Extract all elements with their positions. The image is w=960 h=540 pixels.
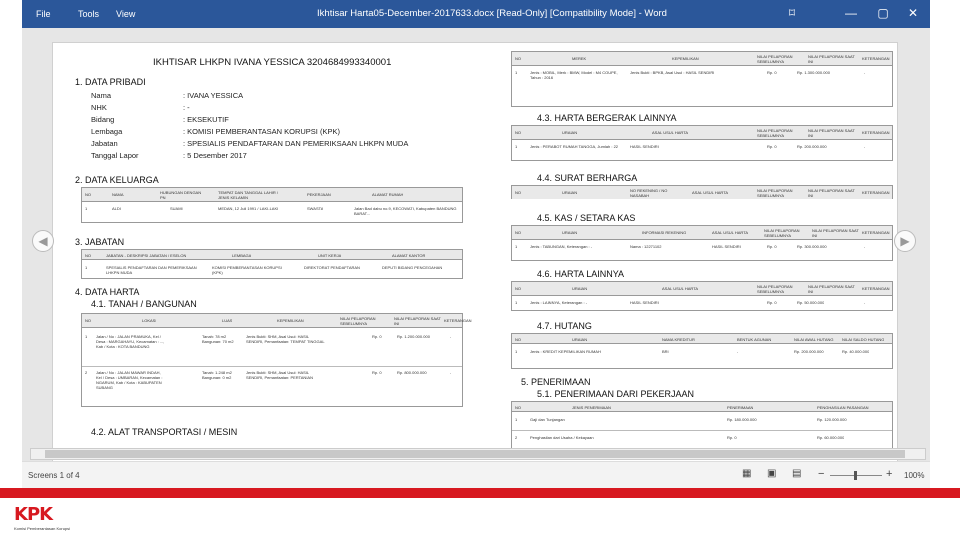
field-label: Bidang (91, 115, 115, 124)
table-cell: Rp. 0 (767, 70, 777, 75)
column-header: NO (515, 56, 521, 61)
table-cell: Jalan Bad dabu no.9, KECOWATI, Kabupaten BANDUNG BARAT... (354, 206, 457, 216)
field-label: Lembaga (91, 127, 123, 136)
column-header: INFORMASI REKENING (642, 230, 687, 235)
field-value: : KOMISI PEMBERANTASAN KORUPSI (KPK) (183, 127, 340, 136)
column-header: NILAI PELAPORAN SEBELUMNYA (757, 128, 793, 138)
table-cell: - (864, 144, 866, 149)
field-label: Jabatan (91, 139, 118, 148)
column-header: NO REKENING / NO NASABAH (630, 188, 668, 198)
column-header: MEREK (572, 56, 587, 61)
table-cell: 1 (85, 265, 88, 270)
logo-tagline: Komisi Pemberantasan Korupsi (14, 526, 71, 531)
column-header: JENIS PENERIMAAN (572, 405, 611, 410)
column-header: NO (515, 130, 521, 135)
column-header: NAMA KREDITUR (662, 337, 695, 342)
column-header: ASAL USUL HARTA (692, 190, 729, 195)
column-header: NO (85, 318, 91, 323)
bergerak-table (511, 125, 893, 161)
field-value: : IVANA YESSICA (183, 91, 244, 100)
column-header: KETERANGAN (862, 230, 890, 235)
section-data-harta: 4. DATA HARTA (75, 287, 140, 297)
table-cell: Rp. 800.000.000 (397, 370, 427, 375)
menu-tools[interactable]: Tools (78, 9, 100, 19)
column-header: KEPEMILIKAN (672, 56, 699, 61)
menu-file[interactable]: File (36, 9, 51, 19)
field-label: NHK (91, 103, 107, 112)
table-cell: Tanah: 1.248 m2 Bangunan: 0 m2 (202, 370, 232, 380)
column-header: ASAL USUL HARTA (652, 130, 689, 135)
kpk-logo (14, 504, 104, 534)
table-cell: Jenis : LAINNYA, Keterangan : - (530, 300, 588, 305)
logo-wordmark: KPK (14, 504, 53, 525)
section-harta-lainnya: 4.6. HARTA LAINNYA (537, 269, 625, 279)
column-header: URAIAN (562, 190, 578, 195)
table-cell: Jenis : PERABOT RUMAH TANGGA, Jumlah : 22 (530, 144, 619, 149)
window-title: Ikhtisar Harta05-December-2017633.docx [Read-Only] [Compatibility Mode] - Word (317, 8, 667, 19)
column-header: LOKASI (142, 318, 157, 323)
column-header: NO (515, 190, 521, 195)
table-cell: 2 (85, 370, 88, 375)
table-cell: - (864, 300, 866, 305)
column-header: URAIAN (572, 337, 588, 342)
table-cell: Jalan / No : JALAN MAWAR INDAH, Kel / Desa : UMBARAN, Kecamatan : NGARUM, Kab / Kota : KABUPATEN SUBANG (96, 370, 163, 390)
table-cell: - (864, 244, 866, 249)
table-cell: - (450, 334, 452, 339)
table-cell: Tanah: 78 m2 Bangunan: 70 m2 (202, 334, 234, 344)
table-cell: DEPUTI BIDANG PENCEGAHAN (382, 265, 443, 270)
column-header: JABATAN - DESKRIPSI JABATAN / ESELON (106, 253, 187, 258)
column-header: HUBUNGAN DENGAN PN (160, 190, 202, 200)
zoom-in-icon[interactable]: + (886, 468, 893, 480)
column-header: NAMA (112, 192, 124, 197)
section-penerimaan: 5. PENERIMAAN (521, 377, 591, 387)
field-label: Tanggal Lapor (91, 151, 139, 160)
column-header: NO (515, 337, 521, 342)
section-penerimaan-pekerjaan: 5.1. PENERIMAAN DARI PEKERJAAN (537, 389, 695, 399)
table-cell: Rp. 40.000.000 (842, 349, 870, 354)
table-cell: Rp. 200.000.000 (794, 349, 824, 354)
row-divider (512, 430, 892, 431)
column-header: NILAI AWAL HUTANG (794, 337, 834, 342)
column-header: KEPEMILIKAN (277, 318, 304, 323)
table-cell: Jenis Bukti : BPKB, Asal Usul : HASIL SENDIRI (630, 70, 715, 75)
column-header: BENTUK AGUNAN (737, 337, 772, 342)
section-data-keluarga: 2. DATA KELUARGA (75, 175, 159, 185)
column-header: KETERANGAN (862, 286, 890, 291)
penerimaan-table (511, 401, 893, 451)
brand-bar (0, 488, 960, 498)
title-bar (22, 0, 930, 28)
table-cell: Rp. 180.000.000 (727, 417, 757, 422)
scrollbar-thumb[interactable] (45, 450, 905, 458)
column-header: TEMPAT DAN TANGGAL LAHIR / JENIS KELAMIN (218, 190, 278, 200)
column-header: NILAI PELAPORAN SAAT INI (812, 228, 859, 238)
section-jabatan: 3. JABATAN (75, 237, 125, 247)
table-cell: SWASTA (307, 206, 324, 211)
word-window (22, 0, 930, 488)
table-cell: Rp. 0 (372, 334, 382, 339)
table-cell: Rp. 300.000.000 (797, 244, 827, 249)
table-cell: Rp. 0 (767, 244, 777, 249)
field-value: : - (183, 103, 190, 112)
column-header: ASAL USUL HARTA (712, 230, 749, 235)
keluarga-table (81, 187, 463, 223)
column-header: NO (85, 253, 91, 258)
table-cell: 1 (85, 206, 88, 211)
field-value: : 5 Desember 2017 (183, 151, 247, 160)
web-layout-icon[interactable]: ▤ (792, 468, 802, 479)
table-cell: HASIL SENDIRI (630, 144, 659, 149)
table-cell: Rp. 1.200.000.000 (397, 334, 430, 339)
column-header: KETERANGAN (862, 190, 890, 195)
column-header: NILAI PELAPORAN SAAT INI (808, 188, 855, 198)
column-header: NILAI SALDO HUTANG (842, 337, 885, 342)
column-header: LUAS (222, 318, 233, 323)
field-value: : SPESIALIS PENDAFTARAN DAN PEMERIKSAAN LHKPN MUDA (183, 139, 409, 148)
column-header: UNIT KERJA (318, 253, 342, 258)
table-cell: - (450, 370, 452, 375)
table-cell: Jenis : TABUNGAN, Keterangan : - (530, 244, 593, 249)
status-bar (22, 461, 930, 488)
surat-berharga-table (511, 185, 893, 199)
tanah-table (81, 313, 472, 407)
zoom-level[interactable]: 100% (904, 471, 925, 480)
column-header: NILAI PELAPORAN SEBELUMNYA (757, 188, 793, 198)
table-cell: SPESIALIS PENDAFTARAN DAN PEMERIKSAAN LHKPN MUDA (106, 265, 197, 275)
column-header: KETERANGAN (862, 56, 890, 61)
section-data-pribadi: 1. DATA PRIBADI (75, 77, 146, 87)
section-hutang: 4.7. HUTANG (537, 321, 592, 331)
table-cell: Jalan / No : JALAN PRAMUKA, Kel / Desa : MARGAHAYU, Kecamatan : ..., Kab / Kota : KOTA BANDUNG (96, 334, 165, 349)
section-tanah-bangunan: 4.1. TANAH / BANGUNAN (91, 299, 197, 309)
table-cell: Jenis Bukti: SHM, Asal Usul: HASIL SENDIRI, Pemanfaatan: PERTANIAN (246, 370, 313, 380)
section-kas: 4.5. KAS / SETARA KAS (537, 213, 636, 223)
table-cell: Rp. 60.000.000 (817, 435, 845, 440)
restore-ribbon-icon[interactable]: ⌑ (788, 6, 796, 20)
read-mode-icon[interactable]: ▦ (742, 468, 752, 479)
table-cell: Rp. 50.000.000 (797, 300, 825, 305)
table-cell: ALDI (112, 206, 121, 211)
table-cell: DIREKTORAT PENDAFTARAN (304, 265, 360, 270)
column-header: NO (515, 286, 521, 291)
minimize-button[interactable]: — (845, 6, 857, 20)
jabatan-table (81, 249, 463, 279)
table-cell: Jenis : MOBIL, Merk : BMW, Model : M4 COUPE, Tahun : 2016 (530, 70, 618, 80)
table-cell: Rp. 0 (767, 300, 777, 305)
table-cell: Rp. 120.000.000 (817, 417, 847, 422)
horizontal-scrollbar[interactable] (30, 448, 926, 460)
column-header: KETERANGAN (862, 130, 890, 135)
column-header: URAIAN (562, 230, 578, 235)
table-cell: 1 (515, 349, 518, 354)
column-header: URAIAN (572, 286, 588, 291)
table-cell: MEDAN, 12 Juli 1991 / LAKI-LAKI (218, 206, 279, 211)
table-cell: Rp. 1.300.000.000 (797, 70, 830, 75)
column-header: NO (515, 405, 521, 410)
document-heading: IKHTISAR LHKPN IVANA YESSICA 3204684993340001 (153, 57, 392, 68)
column-header: NILAI PELAPORAN SAAT INI (808, 284, 855, 294)
row-divider (82, 366, 462, 367)
column-header: NILAI PELAPORAN SAAT INI (808, 54, 855, 64)
column-header: NILAI PELAPORAN SEBELUMNYA (764, 228, 800, 238)
table-cell: BRI (662, 349, 669, 354)
chevron-right-icon: ▶ (900, 234, 910, 248)
column-header: NILAI PELAPORAN SEBELUMNYA (757, 284, 793, 294)
column-header: NILAI PELAPORAN SEBELUMNYA (757, 54, 793, 64)
table-cell: Jenis Bukti: SHM, Asal Usul: HASIL SENDIRI, Pemanfaatan: TEMPAT TINGGAL (246, 334, 325, 344)
column-header: NO (85, 192, 91, 197)
next-screen-button[interactable] (894, 230, 916, 252)
column-header: PEKERJAAN (307, 192, 331, 197)
zoom-slider-thumb[interactable] (854, 471, 857, 480)
column-header: NILAI PELAPORAN SAAT INI (808, 128, 855, 138)
previous-screen-button[interactable] (32, 230, 54, 252)
table-cell: SUAMI (170, 206, 183, 211)
field-value: : EKSEKUTIF (183, 115, 229, 124)
transportasi-table (511, 51, 893, 107)
table-cell: 1 (515, 417, 518, 422)
table-cell: Jenis : KREDIT KEPEMILIKAN RUMAH (530, 349, 601, 354)
section-surat-berharga: 4.4. SURAT BERHARGA (537, 173, 638, 183)
column-header: PENGHASILAN PASANGAN (817, 405, 869, 410)
column-header: ALAMAT RUMAH (372, 192, 404, 197)
column-header: ALAMAT KANTOR (392, 253, 426, 258)
column-header: NILAI PELAPORAN SEBELUMNYA (340, 316, 376, 326)
print-layout-icon[interactable]: ▣ (767, 468, 777, 479)
table-cell: Rp. 0 (727, 435, 737, 440)
table-header-row (512, 334, 892, 344)
table-cell: 1 (515, 70, 518, 75)
table-cell: KOMISI PEMBERANTASAN KORUPSI (KPK) (212, 265, 282, 275)
harta-lainnya-table (511, 281, 893, 311)
document-area (22, 28, 930, 461)
chevron-left-icon: ◀ (38, 234, 48, 248)
menu-view[interactable]: View (116, 9, 136, 19)
column-header: NO (515, 230, 521, 235)
column-header: LEMBAGA (232, 253, 252, 258)
close-button[interactable]: ✕ (907, 6, 919, 20)
field-label: Nama (91, 91, 112, 100)
kas-table (511, 225, 893, 261)
maximize-button[interactable]: ▢ (877, 6, 889, 20)
table-cell: HASIL SENDIRI (630, 300, 659, 305)
column-header: NILAI PELAPORAN SAAT INI (394, 316, 441, 326)
table-cell: 1 (85, 334, 88, 339)
table-cell: 1 (515, 244, 518, 249)
table-cell: 1 (515, 144, 518, 149)
table-cell: HASIL SENDIRI (712, 244, 741, 249)
table-cell: - (737, 349, 739, 354)
table-cell: - (864, 70, 866, 75)
section-harta-bergerak: 4.3. HARTA BERGERAK LAINNYA (537, 113, 677, 123)
hutang-table (511, 333, 893, 369)
table-cell: Penghasilan dari Usaha / Kekayaan (530, 435, 594, 440)
screens-indicator: Screens 1 of 4 (28, 471, 80, 480)
column-header: KETERANGAN (444, 318, 472, 323)
table-cell: 2 (515, 435, 518, 440)
document-page (52, 42, 898, 464)
column-header: PENERIMAAN (727, 405, 754, 410)
column-header: URAIAN (562, 130, 578, 135)
column-header: ASAL USUL HARTA (662, 286, 699, 291)
section-alat-transportasi: 4.2. ALAT TRANSPORTASI / MESIN (91, 427, 238, 437)
table-cell: Rp. 0 (767, 144, 777, 149)
table-cell: 1 (515, 300, 518, 305)
table-cell: Rp. 0 (372, 370, 382, 375)
table-cell: Rp. 200.000.000 (797, 144, 827, 149)
zoom-out-icon[interactable]: − (818, 468, 825, 480)
table-cell: Gaji dan Tunjangan (530, 417, 565, 422)
table-cell: Nama : 12271102 (630, 244, 662, 249)
